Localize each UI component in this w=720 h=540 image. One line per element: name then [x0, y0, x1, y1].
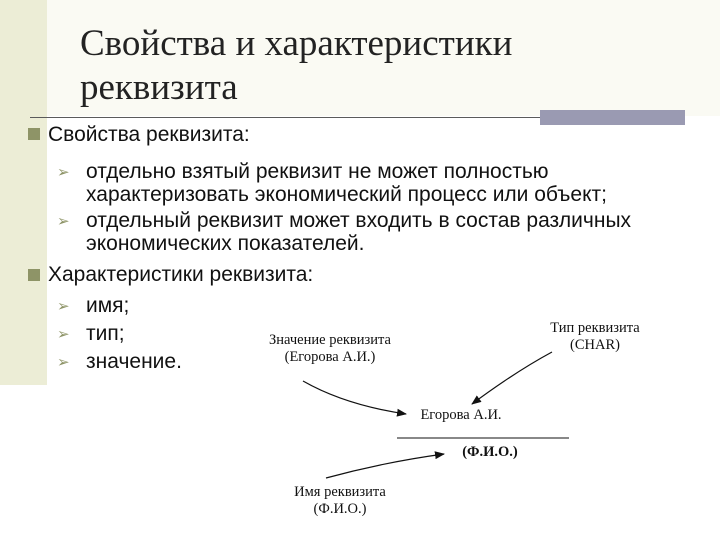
arrow-bullet-icon: ➢: [57, 326, 70, 343]
bullet-name: имя;: [86, 294, 130, 317]
bullet-type: тип;: [86, 322, 125, 345]
bullet-property-1-line1: отдельно взятый реквизит не может полностью: [86, 160, 549, 183]
arrow-type-to-center: [472, 352, 552, 404]
bullet-property-2-line2: экономических показателей.: [86, 232, 365, 255]
arrow-bullet-icon: ➢: [57, 354, 70, 371]
bullet-property-1-line2: характеризовать экономический процесс или объект;: [86, 183, 607, 206]
arrow-bullet-icon: ➢: [57, 213, 70, 230]
type-label: Тип реквизита (CHAR): [550, 320, 640, 353]
value-label: Значение реквизита (Егорова А.И.): [269, 332, 391, 365]
bullet-characteristics: Характеристики реквизита:: [48, 263, 314, 286]
slide-title-line2: реквизита: [80, 67, 238, 108]
arrow-value-to-center: [303, 381, 406, 414]
bullet-property-2-line1: отдельный реквизит может входить в состав различных: [86, 209, 632, 232]
arrow-name-to-center: [326, 454, 444, 478]
arrow-bullet-icon: ➢: [57, 298, 70, 315]
slide-title-line1: Свойства и характеристики: [80, 23, 513, 64]
center-name: (Ф.И.О.): [462, 444, 518, 460]
bullet-value: значение.: [86, 350, 182, 373]
name-label: Имя реквизита (Ф.И.О.): [294, 484, 386, 517]
bullet-properties: Свойства реквизита:: [48, 123, 250, 146]
arrow-bullet-icon: ➢: [57, 164, 70, 181]
center-value: Егорова А.И.: [420, 407, 502, 423]
